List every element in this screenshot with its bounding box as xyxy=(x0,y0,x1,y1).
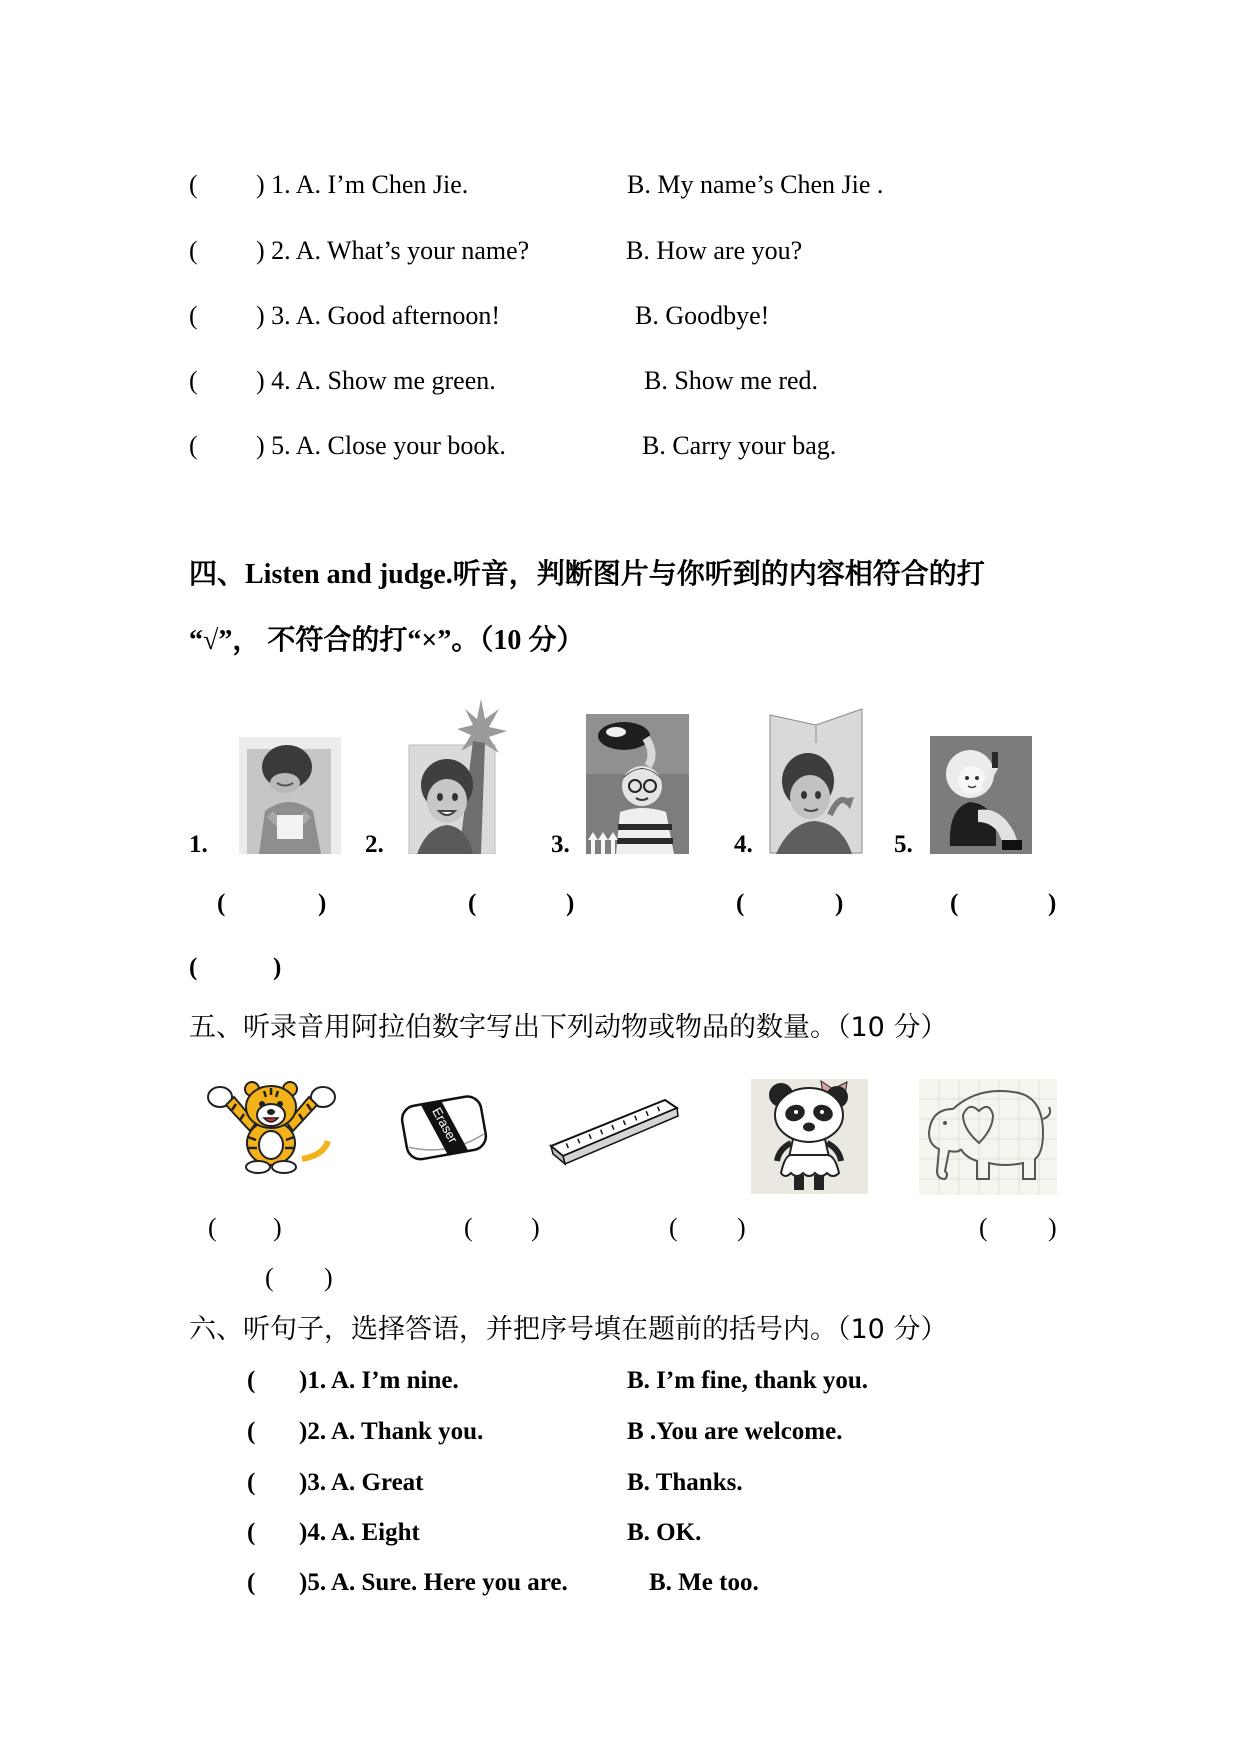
response-question-3 xyxy=(0,1468,1241,1500)
answer-paren-close: ) xyxy=(1048,890,1057,917)
answer-paren-close: ) xyxy=(566,890,575,917)
answer-paren-close: ) xyxy=(273,1213,282,1242)
tiger-picture xyxy=(206,1079,337,1175)
answer-paren-close: ) xyxy=(1048,1213,1057,1242)
answer-paren-open: ( xyxy=(189,236,198,265)
section-heading: 五、听录音用阿拉伯数字写出下列动物或物品的数量。（10 分） xyxy=(189,1012,948,1043)
picture-number-label: 1. xyxy=(189,831,208,858)
question-prompt: )5. A. Sure. Here you are. xyxy=(299,1569,568,1596)
option-b: B. My name’s Chen Jie . xyxy=(627,170,884,199)
answer-paren-open: ( xyxy=(736,890,745,917)
answer-paren-close: ) xyxy=(273,954,282,981)
answer-blanks-row xyxy=(0,953,1241,985)
option-b: B. OK. xyxy=(627,1519,702,1546)
question-prompt: ) 2. A. What’s your name? xyxy=(256,236,530,265)
response-question-2 xyxy=(0,1417,1241,1449)
girl-picture-5 xyxy=(930,736,1032,854)
question-prompt: ) 4. A. Show me green. xyxy=(256,366,496,395)
answer-paren-open: ( xyxy=(217,890,226,917)
response-question-5 xyxy=(0,1568,1241,1600)
answer-blanks-row xyxy=(0,1213,1241,1245)
answer-paren-open: ( xyxy=(247,1519,256,1546)
answer-paren-open: ( xyxy=(247,1569,256,1596)
section-heading-continued: “√”， 不符合的打“×”。（10 分） xyxy=(189,625,585,656)
elephant-picture xyxy=(919,1079,1057,1195)
answer-paren-open: ( xyxy=(189,366,198,395)
choice-question-5 xyxy=(0,431,1241,463)
option-b: B .You are welcome. xyxy=(627,1418,843,1445)
option-b: B. Thanks. xyxy=(627,1469,743,1496)
response-question-4 xyxy=(0,1518,1241,1550)
answer-paren-close: ) xyxy=(835,890,844,917)
option-b: B. Goodbye! xyxy=(635,301,770,330)
answer-paren-close: ) xyxy=(324,1263,333,1292)
answer-paren-open: ( xyxy=(247,1469,256,1496)
question-prompt: )1. A. I’m nine. xyxy=(299,1367,459,1394)
answer-paren-open: ( xyxy=(247,1418,256,1445)
picture-number-label: 3. xyxy=(551,831,570,858)
response-question-1 xyxy=(0,1366,1241,1398)
question-prompt: )4. A. Eight xyxy=(299,1519,420,1546)
answer-paren-open: ( xyxy=(247,1367,256,1394)
section-heading: 四、Listen and judge.听音，判断图片与你听到的内容相符合的打 xyxy=(189,559,985,590)
choice-question-1 xyxy=(0,170,1241,202)
answer-paren-open: ( xyxy=(468,890,477,917)
answer-paren-close: ) xyxy=(531,1213,540,1242)
answer-paren-open: ( xyxy=(979,1213,988,1242)
boy-picture-2 xyxy=(407,697,508,854)
ruler-picture xyxy=(549,1096,680,1169)
answer-paren-open: ( xyxy=(265,1263,274,1292)
boy-picture-1 xyxy=(239,731,341,854)
answer-paren-open: ( xyxy=(189,170,198,199)
section-heading: 六、听句子，选择答语，并把序号填在题前的括号内。（10 分） xyxy=(189,1314,948,1345)
option-b: B. Me too. xyxy=(649,1569,759,1596)
answer-paren-open: ( xyxy=(208,1213,217,1242)
picture-number-label: 2. xyxy=(365,831,384,858)
panda-picture xyxy=(751,1079,868,1194)
picture-number-label: 5. xyxy=(894,831,913,858)
answer-blanks-row xyxy=(0,889,1241,921)
option-b: B. Carry your bag. xyxy=(642,431,837,460)
question-prompt: ) 3. A. Good afternoon! xyxy=(256,301,501,330)
eraser-label: Eraser xyxy=(429,1104,461,1146)
answer-paren-close: ) xyxy=(737,1213,746,1242)
choice-question-4 xyxy=(0,366,1241,398)
answer-paren-open: ( xyxy=(950,890,959,917)
answer-paren-open: ( xyxy=(189,301,198,330)
answer-blanks-row xyxy=(0,1263,1241,1295)
picture-number-label: 4. xyxy=(734,831,753,858)
choice-question-3 xyxy=(0,301,1241,333)
answer-paren-open: ( xyxy=(189,431,198,460)
answer-paren-open: ( xyxy=(464,1213,473,1242)
boy-picture-4 xyxy=(768,703,863,854)
eraser-picture xyxy=(396,1085,491,1169)
boy-picture-3 xyxy=(586,714,689,854)
answer-paren-close: ) xyxy=(318,890,327,917)
option-b: B. How are you? xyxy=(626,236,803,265)
answer-paren-open: ( xyxy=(669,1213,678,1242)
question-prompt: )3. A. Great xyxy=(299,1469,424,1496)
option-b: B. Show me red. xyxy=(644,366,819,395)
question-prompt: ) 5. A. Close your book. xyxy=(256,431,506,460)
answer-paren-open: ( xyxy=(189,954,198,981)
question-prompt: )2. A. Thank you. xyxy=(299,1418,484,1445)
option-b: B. I’m fine, thank you. xyxy=(627,1367,869,1394)
question-prompt: ) 1. A. I’m Chen Jie. xyxy=(256,170,469,199)
choice-question-2 xyxy=(0,236,1241,268)
